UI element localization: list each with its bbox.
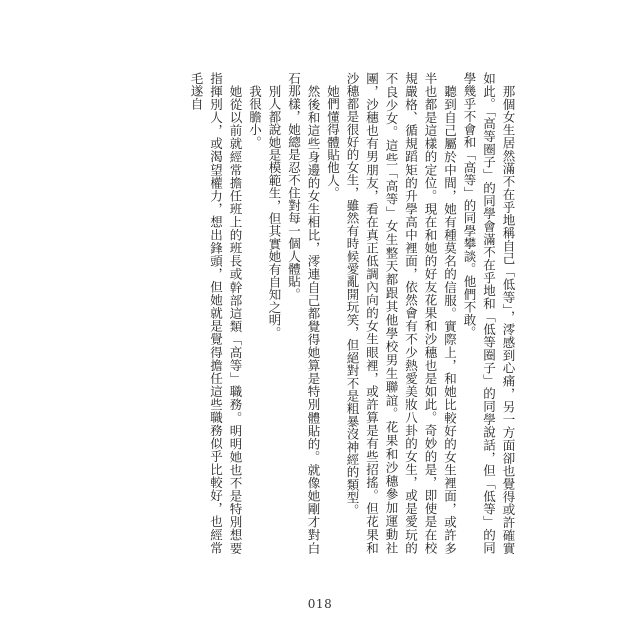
paragraph-4: 然後和這些身邊的女生相比，澪連自己都覺得她算是特別體貼的。就像她剛才對白石那樣，她總是忍不住對每一個人體貼。 (286, 72, 321, 554)
page-number: 018 (307, 597, 333, 611)
paragraph-2: 聽到自己屬於中間，她有種莫名的信服。實際上，和她比較好的女生裡面，或許多半也都是這樣的定位。現在和她的好友花果和沙穗也是如此。奇妙的是，即使是在校規嚴格、循規蹈矩的升學高中裡面，依然會有不少熱愛美妝八卦的女生，或是愛玩的不良少女。這些「高等」女生整天都跟其他學校男生聯誼。花果和沙穗參加運動社團，沙穗也有男朋友，看在真正低調內向的女生眼裡，或許算是有些招搖。但花果和沙穗都是很好的女生，雖然有時候愛亂開玩笑，但絕對不是粗暴沒神經的類型。 (345, 72, 458, 554)
vertical-text-body (150, 72, 518, 554)
paragraph-6: 我很膽小。 (247, 84, 263, 148)
paragraph-3: 她們懂得體貼他人。 (325, 84, 341, 199)
paragraph-7: 她從以前就經常擔任班上的班長或幹部這類「高等」職務。明明她也不是特別想要指揮別人，或渴望權力，想出鋒頭，但她就是覺得擔任這些職務似乎比較好，也經常毛遂自 (189, 72, 243, 554)
paragraph-1: 那個女生居然滿不在乎地稱自己「低等」，澪感到心痛，另一方面卻也覺得或許確實如此。「高等圈子」的同學會滿不在乎地和「低等圈子」的同學說話，但「低等」的同學幾乎不會和「高等」的同學攀談。他們不敢。 (462, 72, 516, 554)
paragraph-5: 別人都說她是模範生，但其實她有自知之明。 (267, 84, 282, 339)
